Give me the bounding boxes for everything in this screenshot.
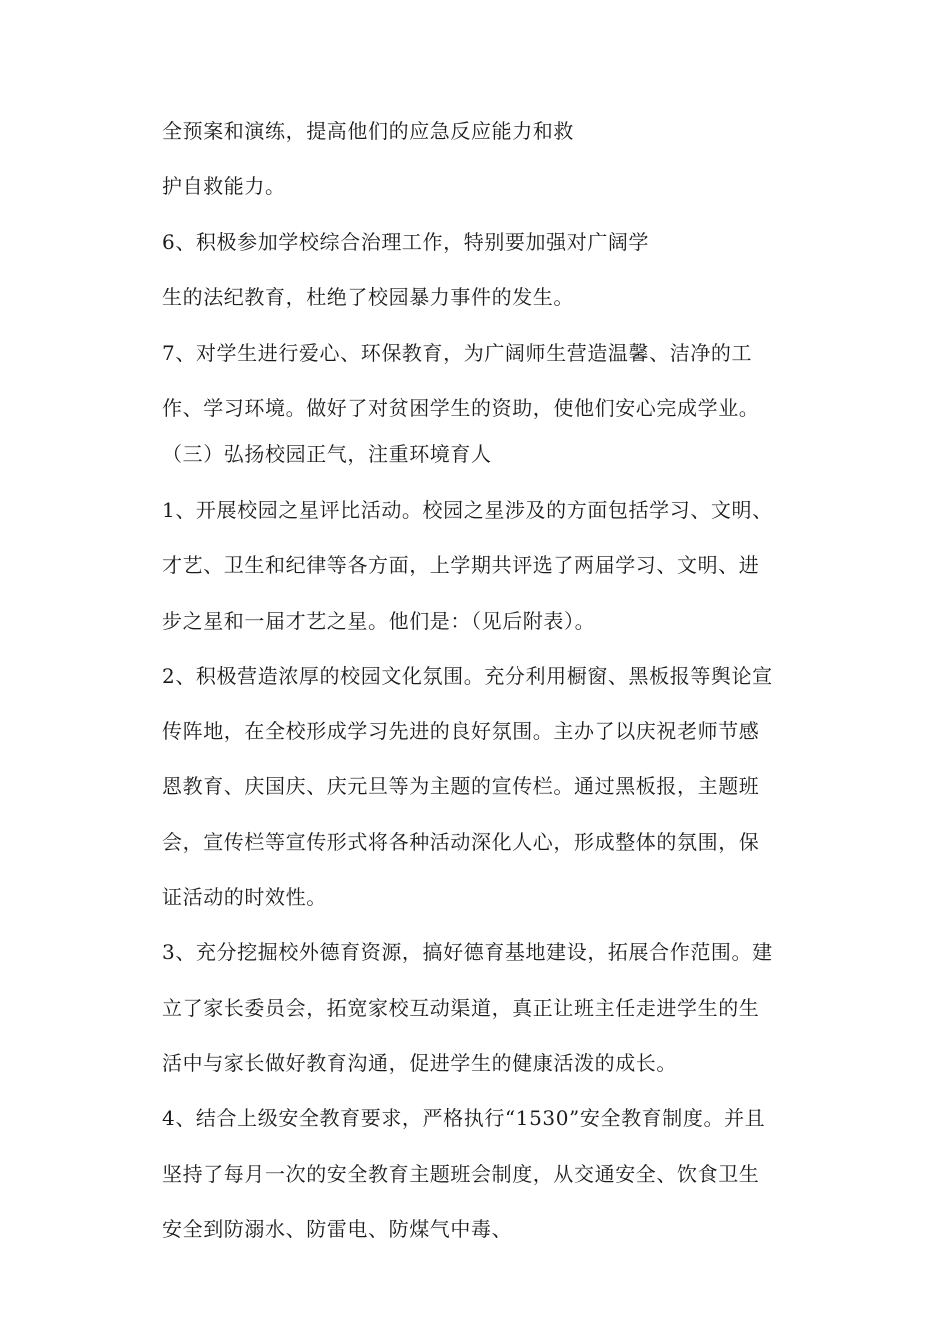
text-line: 立了家长委员会，拓宽家校互动渠道，真正让班主任走进学生的生 [162,996,760,1020]
text-line: 1、开展校园之星评比活动。校园之星涉及的方面包括学习、文明、 [162,498,773,522]
text-line: 会，宣传栏等宣传形式将各种活动深化人心，形成整体的氛围，保 [162,830,760,854]
text-line: 4、结合上级安全教育要求，严格执行“1530”安全教育制度。并且 [162,1106,766,1130]
text-line: 证活动的时效性。 [162,885,327,909]
text-line: 护自救能力。 [162,174,286,198]
text-line: 生的法纪教育，杜绝了校园暴力事件的发生。 [162,285,574,309]
text-line: 才艺、卫生和纪律等各方面，上学期共评选了两届学习、文明、进 [162,553,760,577]
text-line: 传阵地，在全校形成学习先进的良好氛围。主办了以庆祝老师节感 [162,719,760,743]
text-line: 全预案和演练，提高他们的应急反应能力和救 [162,119,574,143]
text-line: 2、积极营造浓厚的校园文化氛围。充分利用橱窗、黑板报等舆论宣 [162,664,773,688]
text-line: 6、积极参加学校综合治理工作，特别要加强对广阔学 [162,230,650,254]
text-line: 恩教育、庆国庆、庆元旦等为主题的宣传栏。通过黑板报，主题班 [162,774,760,798]
text-line: 步之星和一届才艺之星。他们是：（见后附表）。 [162,609,596,633]
text-line: 作、学习环境。做好了对贫困学生的资助，使他们安心完成学业。 [162,396,760,420]
text-line: 3、充分挖掘校外德育资源，搞好德育基地建设，拓展合作范围。建 [162,940,773,964]
section-heading: （三）弘扬校园正气，注重环境育人 [162,442,492,466]
text-line: 安全到防溺水、防雷电、防煤气中毒、 [162,1217,513,1241]
text-line: 活中与家长做好教育沟通，促进学生的健康活泼的成长。 [162,1051,677,1075]
text-line: 7、对学生进行爱心、环保教育，为广阔师生营造温馨、洁净的工 [162,341,753,365]
text-line: 坚持了每月一次的安全教育主题班会制度，从交通安全、饮食卫生 [162,1162,760,1186]
